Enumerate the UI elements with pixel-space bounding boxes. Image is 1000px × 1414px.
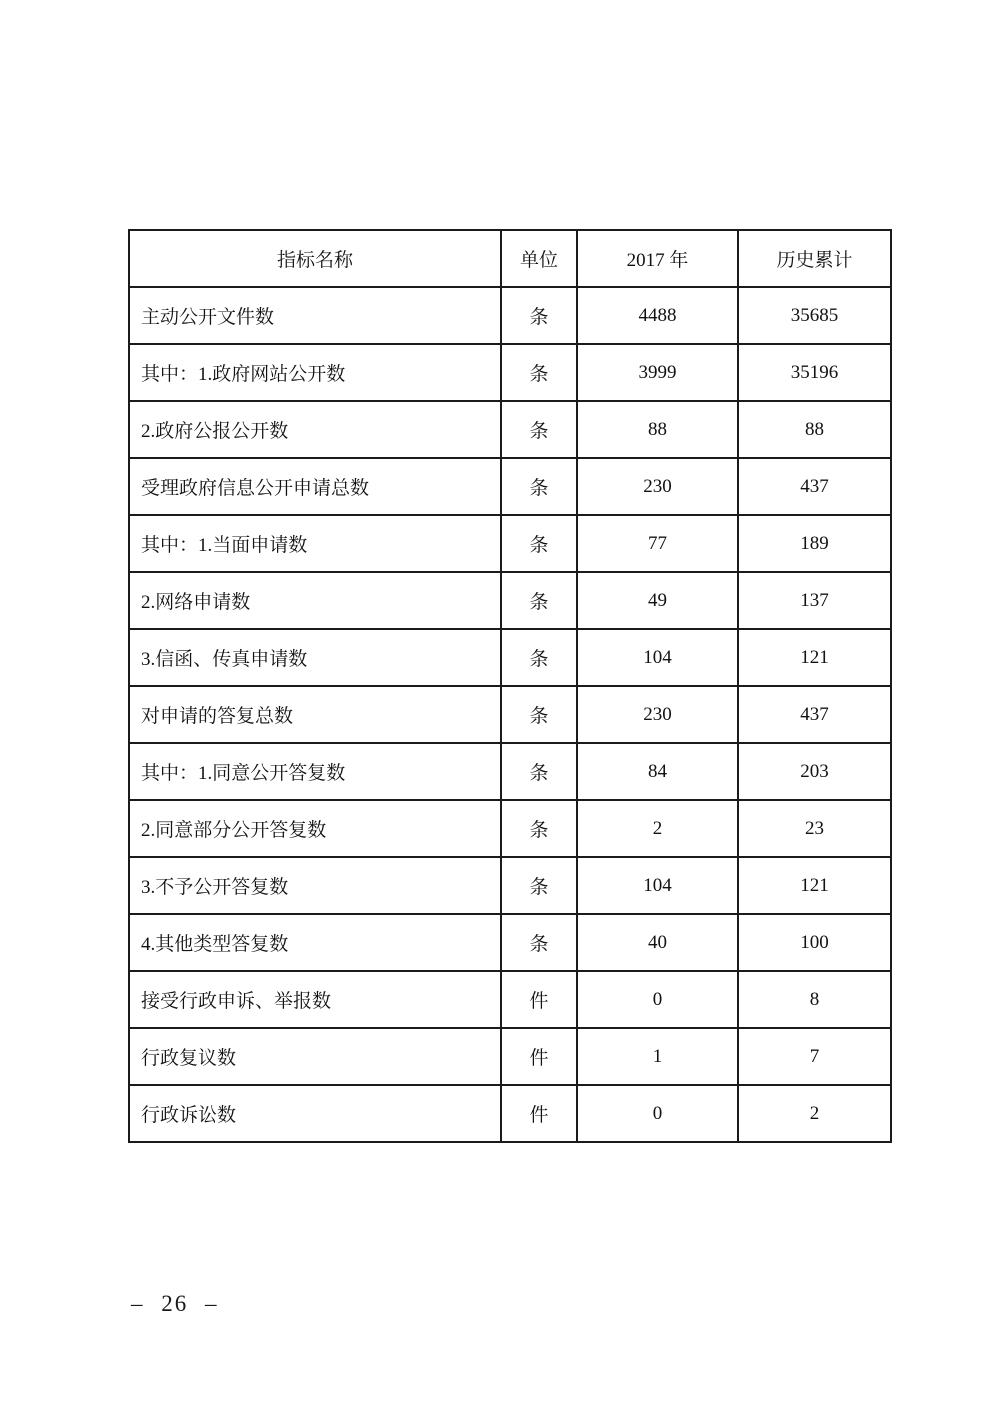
history-total-value-cell: 437 bbox=[738, 458, 891, 515]
history-total-value-cell: 35196 bbox=[738, 344, 891, 401]
year-2017-value-cell: 230 bbox=[577, 458, 738, 515]
year-2017-value-cell: 2 bbox=[577, 800, 738, 857]
indicator-name-cell: 行政复议数 bbox=[129, 1028, 501, 1085]
table-row bbox=[129, 686, 891, 743]
table-row bbox=[129, 629, 891, 686]
header-history-total: 历史累计 bbox=[738, 230, 891, 287]
table-header-row bbox=[129, 230, 891, 287]
history-total-value-cell: 437 bbox=[738, 686, 891, 743]
year-2017-value-cell: 3999 bbox=[577, 344, 738, 401]
table-row bbox=[129, 1085, 891, 1142]
indicator-name-cell: 3.不予公开答复数 bbox=[129, 857, 501, 914]
table-body bbox=[129, 287, 891, 1142]
unit-cell: 件 bbox=[501, 971, 577, 1028]
indicator-name-cell: 4.其他类型答复数 bbox=[129, 914, 501, 971]
table-row bbox=[129, 458, 891, 515]
unit-cell: 条 bbox=[501, 743, 577, 800]
history-total-value-cell: 121 bbox=[738, 857, 891, 914]
table-row bbox=[129, 800, 891, 857]
unit-cell: 条 bbox=[501, 344, 577, 401]
history-total-value-cell: 137 bbox=[738, 572, 891, 629]
unit-cell: 件 bbox=[501, 1028, 577, 1085]
indicator-name-cell: 2.网络申请数 bbox=[129, 572, 501, 629]
table-row bbox=[129, 1028, 891, 1085]
indicator-name-cell: 其中：1.同意公开答复数 bbox=[129, 743, 501, 800]
unit-cell: 条 bbox=[501, 401, 577, 458]
page-number: – 26 – bbox=[131, 1291, 219, 1316]
year-2017-value-cell: 4488 bbox=[577, 287, 738, 344]
table-row bbox=[129, 287, 891, 344]
indicator-name-cell: 对申请的答复总数 bbox=[129, 686, 501, 743]
year-2017-value-cell: 1 bbox=[577, 1028, 738, 1085]
header-year-2017: 2017 年 bbox=[577, 230, 738, 287]
unit-cell: 条 bbox=[501, 515, 577, 572]
year-2017-value-cell: 84 bbox=[577, 743, 738, 800]
history-total-value-cell: 189 bbox=[738, 515, 891, 572]
year-2017-value-cell: 0 bbox=[577, 1085, 738, 1142]
indicator-name-cell: 3.信函、传真申请数 bbox=[129, 629, 501, 686]
unit-cell: 条 bbox=[501, 629, 577, 686]
year-2017-value-cell: 104 bbox=[577, 629, 738, 686]
history-total-value-cell: 23 bbox=[738, 800, 891, 857]
unit-cell: 条 bbox=[501, 686, 577, 743]
table-row bbox=[129, 857, 891, 914]
history-total-value-cell: 88 bbox=[738, 401, 891, 458]
year-2017-value-cell: 88 bbox=[577, 401, 738, 458]
unit-cell: 条 bbox=[501, 458, 577, 515]
year-2017-value-cell: 230 bbox=[577, 686, 738, 743]
unit-cell: 条 bbox=[501, 800, 577, 857]
statistics-table bbox=[128, 229, 892, 1143]
indicator-name-cell: 2.同意部分公开答复数 bbox=[129, 800, 501, 857]
history-total-value-cell: 203 bbox=[738, 743, 891, 800]
history-total-value-cell: 100 bbox=[738, 914, 891, 971]
unit-cell: 条 bbox=[501, 914, 577, 971]
table-row bbox=[129, 515, 891, 572]
table-row bbox=[129, 572, 891, 629]
indicator-name-cell: 其中：1.政府网站公开数 bbox=[129, 344, 501, 401]
unit-cell: 条 bbox=[501, 857, 577, 914]
history-total-value-cell: 121 bbox=[738, 629, 891, 686]
table-row bbox=[129, 344, 891, 401]
history-total-value-cell: 2 bbox=[738, 1085, 891, 1142]
year-2017-value-cell: 40 bbox=[577, 914, 738, 971]
indicator-name-cell: 其中：1.当面申请数 bbox=[129, 515, 501, 572]
table-row bbox=[129, 401, 891, 458]
unit-cell: 条 bbox=[501, 287, 577, 344]
indicator-name-cell: 主动公开文件数 bbox=[129, 287, 501, 344]
header-indicator-name: 指标名称 bbox=[129, 230, 501, 287]
header-unit: 单位 bbox=[501, 230, 577, 287]
year-2017-value-cell: 104 bbox=[577, 857, 738, 914]
year-2017-value-cell: 49 bbox=[577, 572, 738, 629]
year-2017-value-cell: 77 bbox=[577, 515, 738, 572]
indicator-name-cell: 受理政府信息公开申请总数 bbox=[129, 458, 501, 515]
indicator-name-cell: 接受行政申诉、举报数 bbox=[129, 971, 501, 1028]
history-total-value-cell: 35685 bbox=[738, 287, 891, 344]
unit-cell: 条 bbox=[501, 572, 577, 629]
indicator-name-cell: 行政诉讼数 bbox=[129, 1085, 501, 1142]
table-row bbox=[129, 971, 891, 1028]
unit-cell: 件 bbox=[501, 1085, 577, 1142]
indicator-name-cell: 2.政府公报公开数 bbox=[129, 401, 501, 458]
history-total-value-cell: 8 bbox=[738, 971, 891, 1028]
year-2017-value-cell: 0 bbox=[577, 971, 738, 1028]
table-row bbox=[129, 914, 891, 971]
table-row bbox=[129, 743, 891, 800]
history-total-value-cell: 7 bbox=[738, 1028, 891, 1085]
